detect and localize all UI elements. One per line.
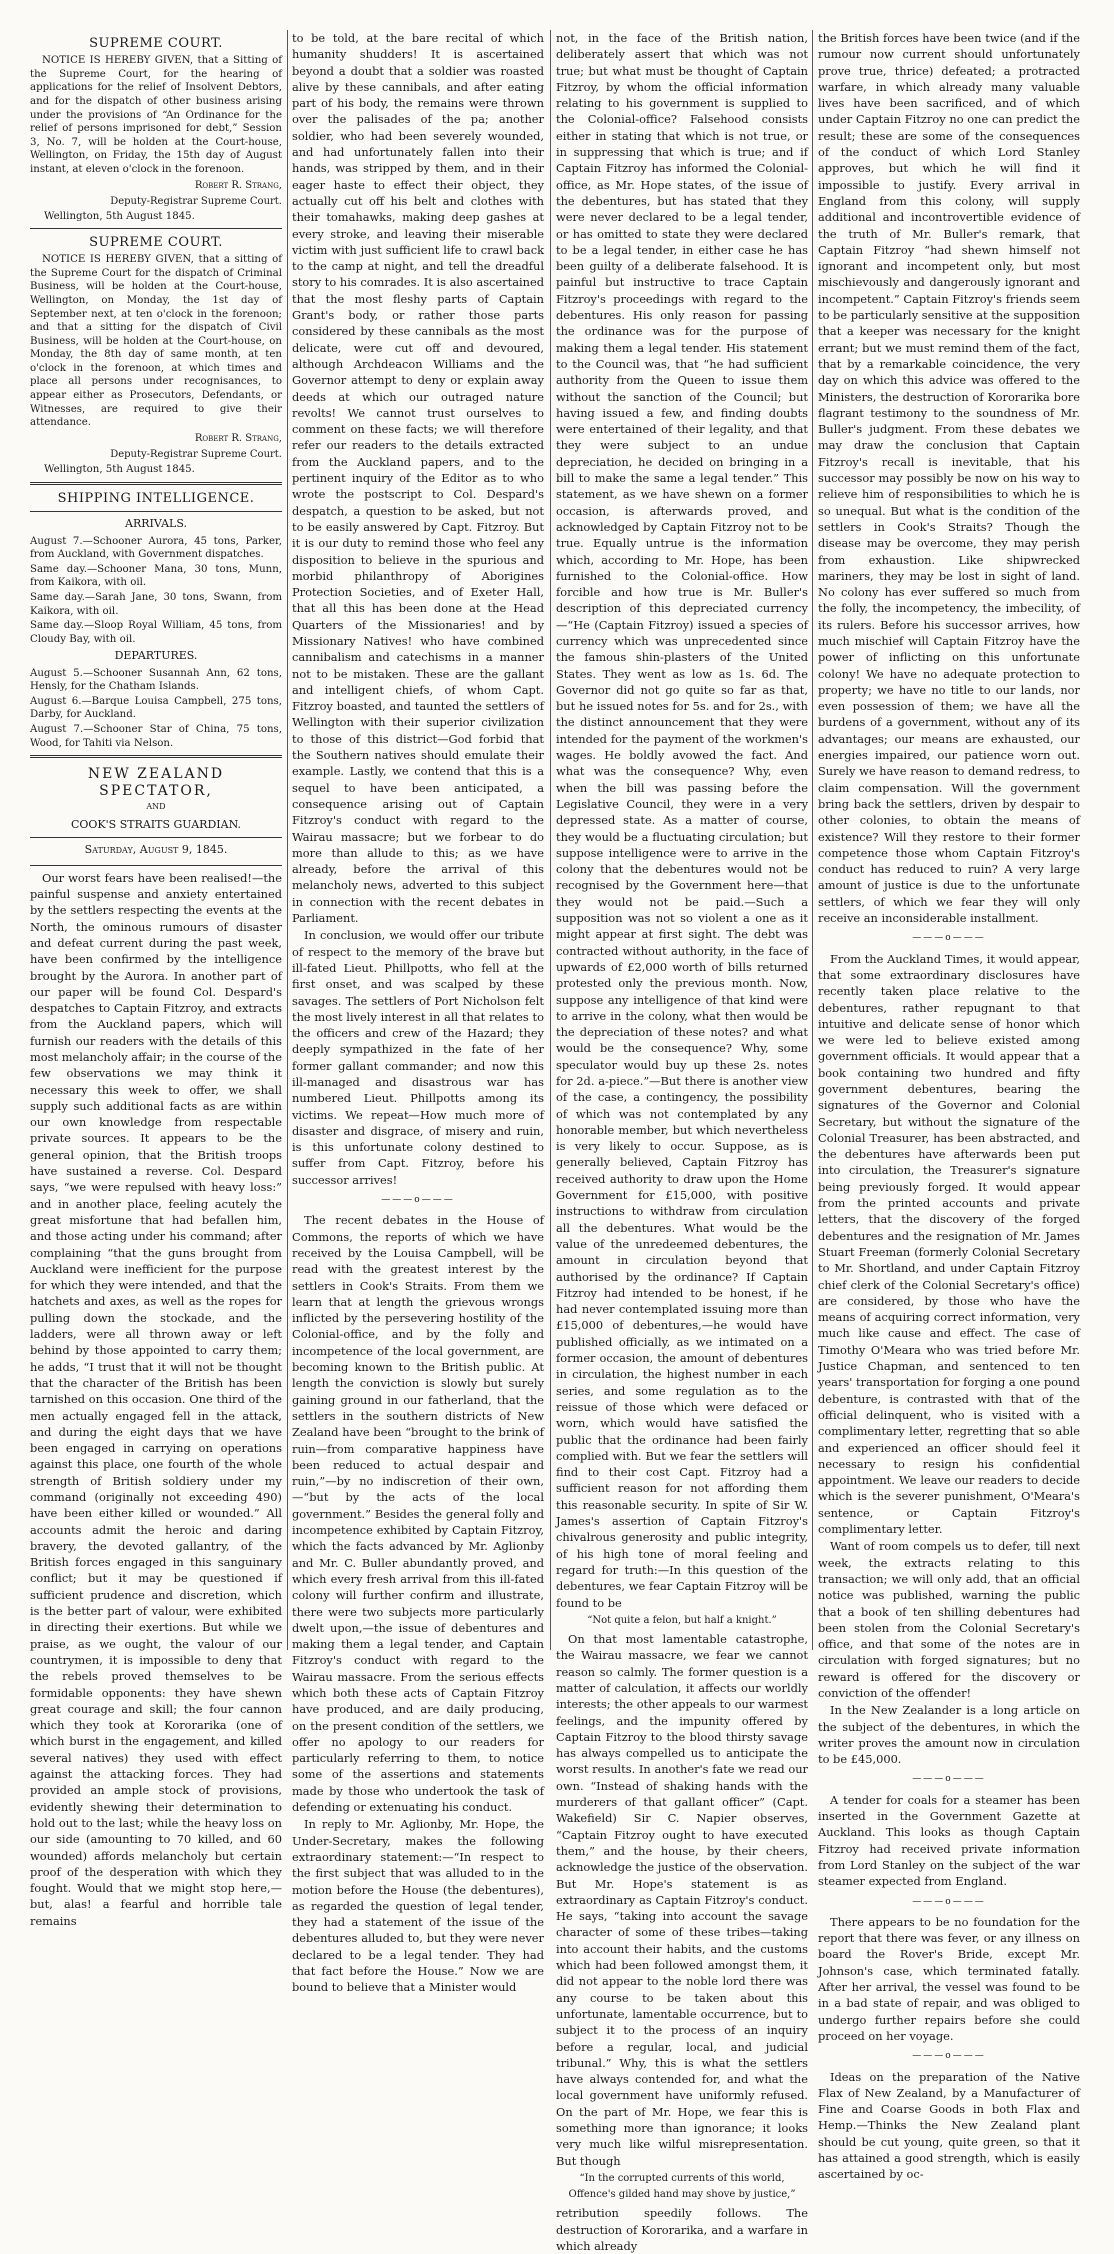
article-paragraph: A tender for coals for a steamer has been inserted in the Government Gazette at Auckland. This looks as though Captain Fitzroy had received private information from Lord Stanley on the subject of the war steamer expected from England. xyxy=(818,1792,1080,1889)
notice-1-date: Wellington, 5th August 1845. xyxy=(44,211,195,223)
arrival-item: Same day.—Sarah Jane, 30 tons, Swann, from Kaikora, with oil. xyxy=(30,592,282,617)
quotation: “In the corrupted currents of this world, Offence's gilded hand may shove by justice,” xyxy=(568,2172,796,2201)
notice-1-signature: Robert R. Strang, xyxy=(194,179,282,191)
editorial-paragraph: Our worst fears have been realised!—the painful suspense and anxiety entertained by the settlers respecting the events at the North, the ominous rumours of disaster and defeat current during the past week, have been confirmed by the intelligence brought by the Aurora. In another part of our paper will be found Col. Despard's despatches to Captain Fitzroy, and extracts from the Auckland papers, which will furnish our readers with the details of this most melancholy affair; in the course of the few observations we may think it necessary this week to offer, we shall supply such additional facts as are within our own knowledge from respectable private sources. It appears to be the general opinion, that the British troops have sustained a reverse. Col. Despard says, “we were repulsed with heavy loss:” and in another place, feeling acutely the great misfortune that had befallen him, and those acting under his command; after complaining “that the guns brought from Auckland were inefficient for the purpose for which they were intended, and that the hatchets and axes, as well as the ropes for pulling down the stockade, and the ladders, were all thrown away or left behind by those appointed to carry them; he adds, “I trust that it will not be thought that the character of the British has been tarnished on this occasion. One third of the men actually engaged fell in the attack, and during the eight days that we have been engaged in carrying on operations against this place, one fourth of the whole strength of British soldiery under my command (originally not exceeding 490) have been either killed or wounded.” All accounts admit the heroic and daring bravery, the devoted gallantry, of the British forces engaged in this sanguinary conflict; but it may be questioned if sufficient prudence and discretion, which is the better part of valour, were exhibited in directing their exertions. But while we praise, as we ought, the valour of our countrymen, it is impossible to deny that the rebels proved themselves to be formidable opponents: they have shewn great courage and skill; the four cannon which they took at Kororarika (one of which burst in the engagement, and killed several natives) they used with effect against the attacking forces. They had provided an ample stock of provisions, evidently shewing their determination to hold out to the last; while the heavy loss on our side (amounting to 70 killed, and 60 wounded) affords melancholy but certain proof of the desperation with which they fought. Would that we might stop here,—but, alas! a fearful and horrible tale remains xyxy=(30,870,282,1928)
article-paragraph: From the Auckland Times, it would appear, that some extraordinary disclosures have recently taken place relative to the debentures, rather repugnant to that intuitive and delicate sense of honor which we were led to believe existed among government officials. It would appear that a book containing two hundred and fifty government debentures, bearing the signatures of the Governor and Colonial Secretary, but without the signature of the Colonial Treasurer, has been abstracted, and the debentures have afterwards been put into circulation, the Treasurer's signature being previously forged. It would appear from the printed accounts and private letters, that the discovery of the forged debentures and the resignation of Mr. James Stuart Freeman (formerly Colonial Secretary to Mr. Shortland, and under Captain Fitzroy chief clerk of the Colonial Secretary's office) are considered, by those who have the means of acquiring correct information, very much like cause and effect. The case of Timothy O'Meara who was tried before Mr. Justice Chapman, and sentenced to ten years' transportation for forging a one pound debenture, is contrasted with that of the official delinquent, who is visited with a complimentary letter, regretting that so able and experienced an officer should feel it necessary to resign his confidential appointment. We leave our readers to decide which is the severer punishment, O'Meara's sentence, or Captain Fitzroy's complimentary letter. xyxy=(818,951,1080,1537)
notice-2-title: SUPREME COURT. xyxy=(89,234,223,250)
column-3 xyxy=(556,30,808,2254)
paper-subtitle: COOK'S STRAITS GUARDIAN. xyxy=(70,818,241,832)
paper-date: Saturday, August 9, 1845. xyxy=(84,843,228,857)
article-paragraph: to be told, at the bare recital of which humanity shudders! It is ascertained beyond a doubt that a soldier was roasted alive by these cannibals, and after eating part of his body, the remains were thrown over the palisades of the pa; another soldier, who had been severely wounded, and had unfortunately fallen into their hands, was stripped by them, and in their eager haste to effect their object, they actually cut off his belt and clothes with their tomahawks, making deep gashes at every stroke, and leaving their miserable victim with just sufficient life to crawl back to the camp at night, and tell the dreadful story to his comrades. It is also ascertained that the most fleshy parts of Captain Grant's body, or rather those parts considered by these cannibals as the most delicate, were cut off and devoured, although Archdeacon Williams and the Governor attempt to deny or explain away deeds at which our outraged nature revolts! We cannot trust ourselves to comment on these facts; we will therefore refer our readers to the details extracted from the Auckland papers, and to the pertinent inquiry of the Editor as to who wrote the postscript to Col. Despard's despatch, a question to be asked, but not to be easily answered by Capt. Fitzroy. But it is our duty to remind those who feel any disposition to believe in the spurious and morbid philanthropy of Aborigines Protection Societies, and of Exeter Hall, that all this has been done at the Head Quarters of the Missionaries! and by Missionary Natives! who have combined cannibalism and catechisms in a manner not to be mistaken. These are the gallant and intelligent chiefs, of whom Capt. Fitzroy boasted, and taunted the settlers of Wellington with their superior civilization to those of this district—God forbid that the Southern natives should emulate their example. Lastly, we contend that this is a sequel to have been anticipated, a consequence arising out of Captain Fitzroy's conduct with regard to the Wairau massacre; but we forbear to do more than allude to this; as we have already, before the arrival of this melancholy news, adverted to this subject in connection with the recent debates in Parliament. xyxy=(292,31,544,926)
article-paragraph: Want of room compels us to defer, till next week, the extracts relating to this transaction; we will only add, that an official notice was published, warning the public that a book of ten shilling debentures had been stolen from the Colonial Secretary's office, and that some of the notes are in circulation with forged signatures; but no reward is offered for the discovery or conviction of the offender! xyxy=(818,1539,1080,1700)
notice-1-title: SUPREME COURT. xyxy=(89,36,223,51)
section-dash: ———o——— xyxy=(912,2051,986,2062)
divider xyxy=(30,837,282,838)
column-2 xyxy=(292,30,544,1995)
section-dash: ———o——— xyxy=(912,1774,986,1785)
column-1 xyxy=(30,30,282,1928)
column-4 xyxy=(818,30,1080,2182)
article-paragraph: There appears to be no foundation for the report that there was fever, or any illness on board the Rover's Bride, except Mr. Johnson's case, which terminated fatally. After her arrival, the vessel was found to be in a bad state of repair, and was obliged to undergo further repairs before she could proceed on her voyage. xyxy=(818,1914,1080,2043)
notice-1-role: Deputy-Registrar Supreme Court. xyxy=(110,195,282,207)
departure-item: August 5.—Schooner Susannah Ann, 62 tons, Hensly, for the Chatham Islands. xyxy=(30,667,282,693)
article-paragraph: On that most lamentable catastrophe, the Wairau massacre, we fear we cannot reason so calmly. The former question is a matter of calculation, it affects our worldly interests; the other appeals to our warmest feelings, and the impunity offered by Captain Fitzroy to the blood thirsty savage has always compelled us to anticipate the worst results. In another's fate we read our own. “Instead of shaking hands with the murderers of that gallant officer” (Capt. Wakefield) Sir C. Napier observes, “Captain Fitzroy ought to have executed them,” and the house, by their cheers, acknowledge the justice of the observation. But Mr. Hope's statement is as extraordinary as Captain Fitzroy's conduct. He says, “taking into account the savage character of some of these tribes—taking into account their habits, and the customs which had been followed amongst them, it did not appear to the noble lord there was any course to be taken about this unfortunate, lamentable occurrence, but to subject it to the process of an inquiry before a regular, local, and judicial tribunal.” Why, this is what the settlers have always contended for, and what the local government have uniformly refused. On the part of Mr. Hope, we fear this is something more than ignorance; it looks very much like wilful misrepresentation. But though xyxy=(556,1632,808,2168)
departure-item: August 6.—Barque Louisa Campbell, 275 tons, Darby, for Auckland. xyxy=(30,695,282,721)
shipping-title: SHIPPING INTELLIGENCE. xyxy=(57,491,255,507)
departures-title: DEPARTURES. xyxy=(114,649,198,663)
section-dash: ———o——— xyxy=(381,1195,455,1206)
article-paragraph: In the New Zealander is a long article on the subject of the debentures, in which the writer proves the amount now in circulation to be £45,000. xyxy=(818,1703,1080,1767)
arrivals-title: ARRIVALS. xyxy=(125,517,187,531)
notice-2-date: Wellington, 5th August 1845. xyxy=(44,464,195,476)
article-paragraph: retribution speedily follows. The destruction of Kororarika, and a warfare in which already xyxy=(556,2206,808,2254)
column-rule xyxy=(550,30,551,1650)
column-rule xyxy=(287,30,288,1650)
arrival-item: August 7.—Schooner Aurora, 45 tons, Parker, from Auckland, with Government dispatches. xyxy=(30,535,282,561)
divider xyxy=(30,228,282,229)
article-paragraph: the British forces have been twice (and if the rumour now current should unfortunately prove true, thrice) defeated; a protracted warfare, in which already many valuable lives have been sacrificed, and of which under Captain Fitzroy no one can predict the result; these are some of the consequences of the conduct of which Lord Stanley approves, but which he will find it impossible to justify. Every arrival in England from this colony, will supply additional and incontrovertible evidence of the truth of Mr. Buller's remark, that Captain Fitzroy “had shewn himself not ignorant and incompetent only, but most mischievously and dangerously ignorant and incompetent.” Captain Fitzroy's friends seem to be particularly sensitive at the supposition that a keeper was necessary for the knight errant; but we must remind them of the fact, that by a remarkable coincidence, the very day on which this advice was offered to the Ministers, the destruction of Kororarika bore flagrant testimony to the soundness of Mr. Buller's judgment. From these debates we may draw the conclusion that Captain Fitzroy's recall is inevitable, that his successor may possibly be now on his way to relieve him of responsibilities to which he is so unequal. But what is the condition of the settlers in Cook's Straits? Though the disease may be overcome, they may perish from exhaustion. Like shipwrecked mariners, they may be lost in sight of land. No colony has ever suffered so much from the folly, the incompetency, the imbecility, of its rulers. Before his successor arrives, how much mischief will Captain Fitzroy have the power of inflicting on this unfortunate colony! We have no adequate protection to property; we have no title to our lands, nor even possession of them; we have all the burdens of a government, without any of its advantages; our means are exhausted, our energies impaired, our patience worn out. Surely we have reason to demand redress, to claim compensation. Will the government bring back the settlers, driven by despair to other colonies, to obtain the means of existence? Will they restore to their former competence those whom Captain Fitzroy's conduct has reduced to ruin? A very large amount of justice is due to the unfortunate settlers, of which we fear they will only receive an inconsiderable installment. xyxy=(818,31,1080,926)
arrival-item: Same day.—Schooner Mana, 30 tons, Munn, from Kaikora, with oil. xyxy=(30,563,282,589)
divider xyxy=(30,755,282,758)
quotation: “Not quite a felon, but half a knight.” xyxy=(587,1614,777,1626)
divider xyxy=(30,482,282,485)
article-paragraph: Ideas on the preparation of the Native Flax of New Zealand, by a Manufacturer of Fine and Coarse Goods in both Flax and Hemp.—Thinks the New Zealand plant should be cut young, quite green, so that it has attained a good strength, which is easily ascertained by oc- xyxy=(818,2069,1080,2182)
divider xyxy=(30,865,282,866)
divider xyxy=(30,511,282,512)
column-rule xyxy=(812,30,813,1650)
paper-title: NEW ZEALAND SPECTATOR, xyxy=(87,766,225,799)
notice-2-role: Deputy-Registrar Supreme Court. xyxy=(110,449,282,461)
departure-item: August 7.—Schooner Star of China, 75 tons, Wood, for Tahiti via Nelson. xyxy=(30,724,282,749)
article-paragraph: In conclusion, we would offer our tribute of respect to the memory of the brave but ill-fated Lieut. Phillpotts, who fell at the first onset, and was scalped by these savages. The settlers of Port Nicholson felt the most lively interest in all that relates to the officers and crew of the Hazard; they deeply sympathized in the fate of her former gallant commander; and now this ill-managed and disastrous war has numbered Lieut. Phillpotts among its victims. We repeat—How much more of disaster and disgrace, of misery and ruin, is this unfortunate colony destined to suffer from Capt. Fitzroy, before his successor arrives! xyxy=(292,928,544,1187)
arrival-item: Same day.—Sloop Royal William, 45 tons, from Cloudy Bay, with oil. xyxy=(30,620,282,645)
article-paragraph: In reply to Mr. Aglionby, Mr. Hope, the Under-Secretary, makes the following extraordinary statement:—“In respect to the first subject that was alluded to in the motion before the House (the debentures), as regarded the question of legal tender, they had a statement of the issue of the debentures alluded to, but they were never declared to be a legal tender. They had that fact before the House.” Now we are bound to believe that a Minister would xyxy=(292,1817,544,1995)
section-dash: ———o——— xyxy=(912,933,986,944)
section-dash: ———o——— xyxy=(912,1896,986,1907)
article-paragraph: not, in the face of the British nation, deliberately assert that which was not true; but what must be thought of Captain Fitzroy, by whom the official information relating to his government is supplied to the Colonial-office? Falsehood consists either in stating that which is not true, or in suppressing that which is true; and if Captain Fitzroy has informed the Colonial-office, as Mr. Hope states, of the issue of the debentures, but has stated that they were never declared to be a legal tender, or has omitted to state they were declared to be a legal tender, in either case he has been guilty of a deliberate falsehood. It is painful but instructive to trace Captain Fitzroy's proceedings with regard to the debentures. His only reason for passing the ordinance was for the purpose of making them a legal tender. His statement to the Council was, that “he had sufficient authority from the Queen to issue them without the sanction of the Council; but having issued a few, and finding doubts were entertained of their legality, and that they were subject to an undue depreciation, he decided on bringing in a bill to make the same a legal tender.” This statement, as we have shewn on a former occasion, is afterwards proved, and acknowledged by Captain Fitzroy not to be true. Equally untrue is the information which, according to Mr. Hope, has been furnished to the Colonial-office. How forcible and how true is Mr. Buller's description of this depreciated currency—“He (Captain Fitzroy) issued a species of currency which was unprecedented since the famous shin-plasters of the United States. They went as low as 1s. 6d. The Governor did not go quite so far as that, but he issued notes for 5s. and for 2s., with the distinct announcement that they were intended for the payment of the workmen's wages. He boldly avowed the fact. And what was the consequence? Why, even when the bill was passing before the Legislative Council, they were in a very depressed state. As a matter of course, they would be a fluctuating circulation; but suppose intelligence were to arrive in the colony that the debentures would not be recognised by the Government here—that they would not be paid.—Such a supposition was not so violent a one as it might appear at first sight. The debt was contracted without authority, in the face of upwards of £2,000 worth of bills returned protested only the previous month. Now, suppose any intelligence of that kind were to arrive in the colony, what then would be the depreciation of these notes? and what would be the consequence? Why, some speculator would buy up these 2s. notes for 2d. a-piece.”—But there is another view of the case, a contingency, the possibility of which was not contemplated by any honorable member, but which nevertheless is very likely to occur. Suppose, as is generally believed, Captain Fitzroy has received authority to draw upon the Home Government for £15,000, with positive instructions to withdraw from circulation all the debentures. What would be the value of the unredeemed debentures, the amount in circulation beyond that authorised by the ordinance? If Captain Fitzroy had intended to be honest, if he had never contemplated issuing more than £15,000 of debentures,—he would have published officially, as we intimated on a former occasion, the amount of debentures in circulation, the highest number in each series, and some regulation as to the reissue of those which were defaced or worn, which would have satisfied the public that the ordinance had been fairly complied with. But we fear the settlers will find to their cost Capt. Fitzroy had a sufficient reason for not affording them this reasonable security. In spite of Sir W. James's assertion of Captain Fitzroy's chivalrous generosity and public integrity, of his high tone of moral feeling and regard for truth:—In this question of the debentures, we fear Captain Fitzroy will be found to be xyxy=(556,31,808,1610)
article-paragraph: The recent debates in the House of Commons, the reports of which we have received by the Louisa Campbell, will be read with the greatest interest by the settlers in Cook's Straits. From them we learn that at length the grievous wrongs inflicted by the persevering hostility of the Colonial-office, and by the folly and incompetence of the local government, are becoming known to the British public. At length the conviction is slowly but surely gaining ground in our fatherland, that the settlers in the southern districts of New Zealand have been “brought to the brink of ruin—from comparative happiness have been reduced to actual despair and ruin,”—by no indiscretion of their own,—“but by the acts of the local government.” Besides the general folly and incompetence exhibited by Captain Fitzroy, which the facts advanced by Mr. Aglionby and Mr. C. Buller abundantly proved, and which every fresh arrival from this ill-fated colony will further confirm and illustrate, there were two subjects more particularly dwelt upon,—the issue of debentures and making them a legal tender, and Captain Fitzroy's conduct with regard to the Wairau massacre. From the serious effects which both these acts of Captain Fitzroy have produced, and are daily producing, on the present condition of the settlers, we offer no apology to our readers for particularly referring to them, to notice some of the assertions and statements made by those who undertook the task of defending or extenuating his conduct. xyxy=(292,1213,544,1815)
notice-1-body: NOTICE IS HEREBY GIVEN, that a Sitting of the Supreme Court, for the hearing of applications for the relief of Insolvent Debtors, and for the dispatch of other business arising under the provisions of “An Ordinance for the relief of persons imprisoned for debt,” Session 3, No. 7, will be holden at the Court-house, Wellington, on Friday, the 15th day of August instant, at eleven o'clock in the forenoon. xyxy=(30,55,282,176)
notice-2-body: NOTICE IS HEREBY GIVEN, that a sitting of the Supreme Court for the dispatch of Criminal Business, will be holden at the Court-house, Wellington, on Monday, the 1st day of September next, at ten o'clock in the forenoon; and that a sitting for the dispatch of Civil Business, will be holden at the Court-house, on Monday, the 8th day of same month, at ten o'clock in the forenoon, at which times and place all persons under recognisances, to appear either as Prosecutors, Defendants, or Witnesses, are required to give their attendance. xyxy=(30,254,282,429)
notice-2-signature: Robert R. Strang, xyxy=(194,432,282,444)
paper-and: AND xyxy=(146,801,166,811)
